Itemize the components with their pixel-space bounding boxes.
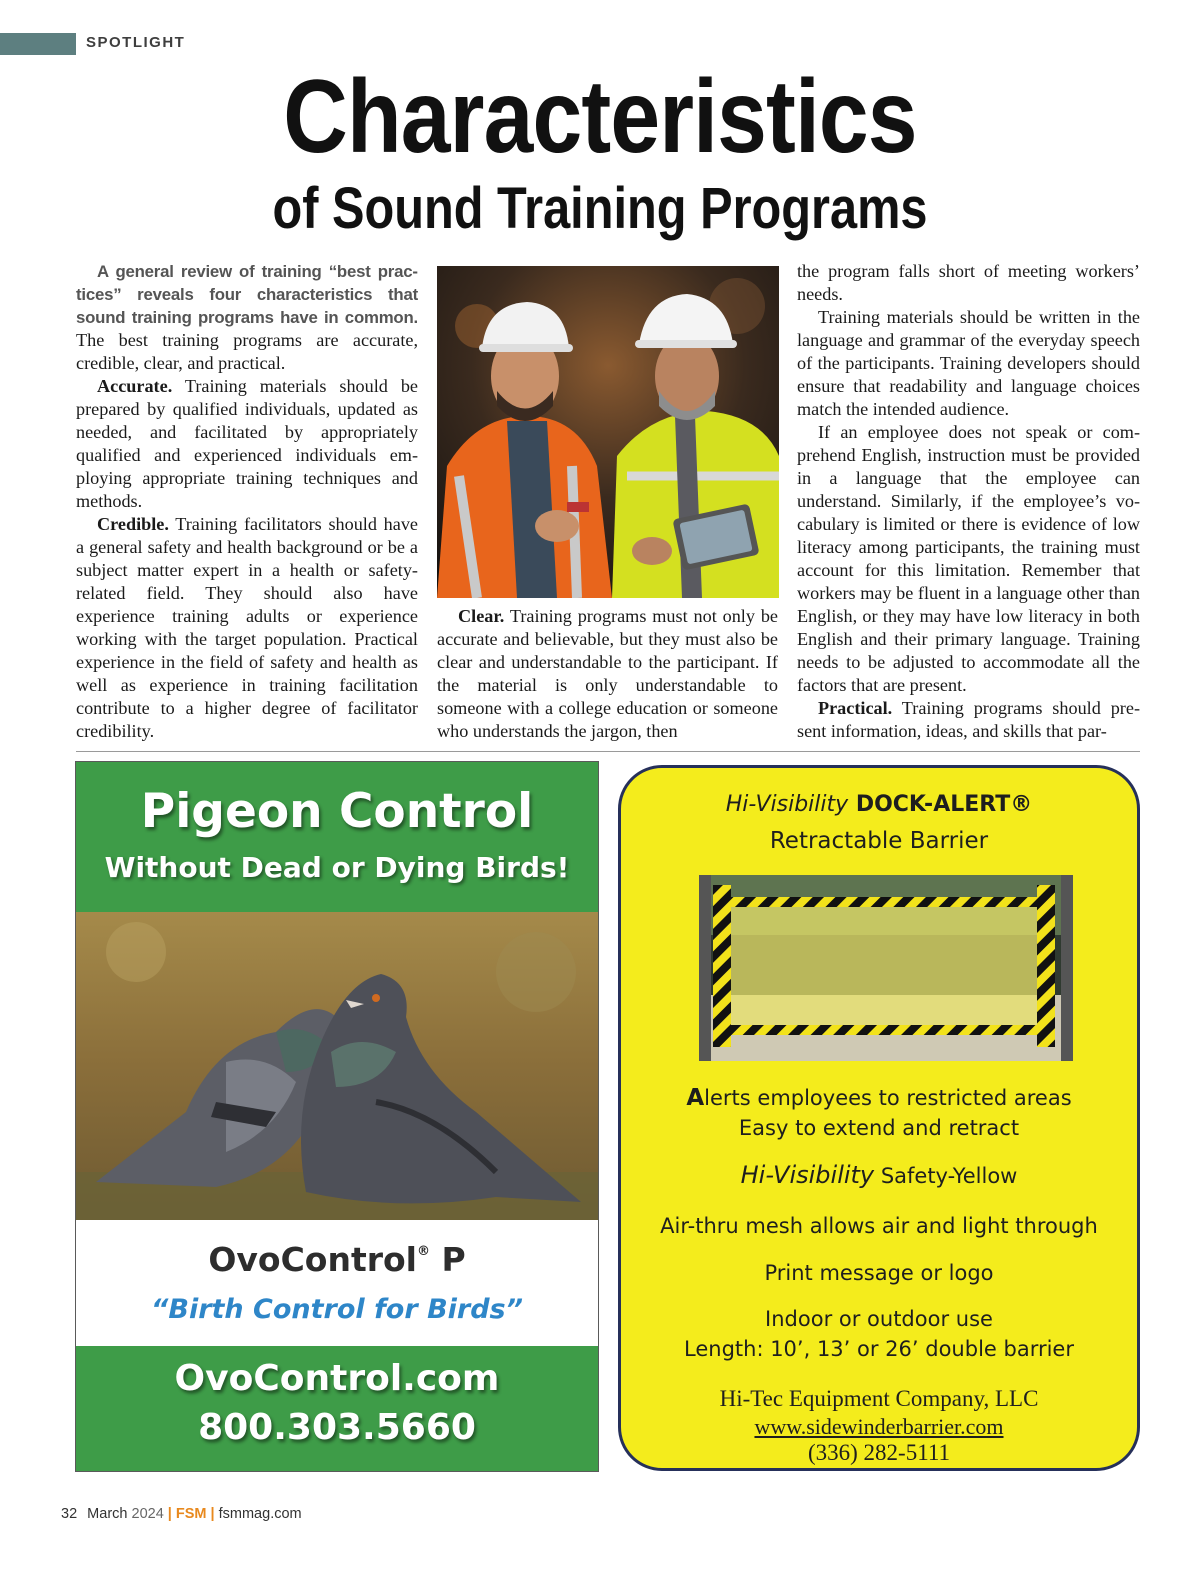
ad2-headline-bold: DOCK-ALERT® — [848, 792, 1033, 817]
ad-header-band — [76, 762, 598, 912]
feature-alerts-initial: A — [686, 1085, 705, 1111]
lead-intro: A general review of training “best practices” reveals four characteristics that sound training programs have in common. — [76, 262, 418, 327]
pigeons-illustration — [76, 912, 598, 1220]
publication-website[interactable]: fsmmag.com — [218, 1506, 302, 1522]
workers-photo — [437, 266, 779, 598]
feature-visibility-text: Safety-Yellow — [874, 1164, 1018, 1188]
article-column-2 — [437, 605, 778, 743]
barrier-photo — [699, 875, 1073, 1061]
clear-heading: Clear. — [458, 606, 505, 626]
dock-alert-ad[interactable] — [618, 765, 1140, 1471]
feature-alerts — [621, 1083, 1137, 1113]
feature-visibility — [621, 1159, 1137, 1192]
accurate-text: Training materials should be prepared by qualified individuals, updated as needed, and facilitated by appropriately qualified and experienced individuals employing appropriate training techniques and methods. — [76, 376, 418, 511]
page-footer — [61, 1506, 302, 1522]
feature-length: Length: 10’, 13’ or 26’ double barrier — [684, 1337, 1074, 1361]
article-subtitle: of Sound Training Programs — [272, 176, 928, 241]
continued-paragraph: the program falls short of meeting workers’ needs. — [797, 261, 1140, 304]
feature-print: Print message or logo — [764, 1261, 994, 1285]
feature-visibility-italic: Hi-Visibility — [740, 1161, 875, 1189]
product-suffix: P — [429, 1240, 466, 1279]
ad-divider — [76, 751, 1140, 752]
clear-text: Training programs must not only be accurate and believable, but they must also be clear and understandable to the participant. If the material is only understandable to someone with a college education or someone who understands the jargon, then — [437, 606, 778, 741]
ad-contact-band — [76, 1346, 598, 1472]
publication-name: FSM — [175, 1506, 207, 1522]
language-paragraph: Training materials should be written in the language and grammar of the everyday speech of the participants. Training developers should ensure that readability and language choices match the intended audience. — [797, 307, 1140, 419]
practical-paragraph — [797, 697, 1140, 743]
accurate-heading: Accurate. — [97, 376, 173, 396]
workers-illustration — [437, 266, 779, 598]
issue-month: March — [87, 1506, 128, 1522]
product-brand: OvoControl — [208, 1240, 417, 1279]
product-tagline: “Birth Control for Birds” — [150, 1294, 524, 1325]
lead-paragraph — [76, 260, 418, 375]
literacy-paragraph: If an employee does not speak or comprehend English, instruction must be provided in a language that the employee can understand. Similarly, if the employee’s vocabulary is limited or there is evidence of low literacy among participants, the training must account for this limitation. Remember that workers may be fluent in a language other than English, or they may have low literacy in both English and their primary language. Training needs to be adjusted to accommodate all the factors that are present. — [797, 422, 1140, 695]
pigeons-photo — [76, 912, 598, 1220]
credible-text: Training facilitators should have a general safety and health background or be a subject matter expert in a health or safety-related field. They should also have experience training adults or experience working with the target population. Practical experience in the field of safety and health as well as experience in training facilitation contribute to a higher degree of facilitator credibility. — [76, 514, 418, 741]
accurate-paragraph — [76, 375, 418, 513]
company-name: Hi-Tec Equipment Company, LLC — [719, 1386, 1039, 1411]
ad2-subheadline: Retractable Barrier — [769, 828, 989, 854]
barrier-illustration — [699, 875, 1073, 1061]
section-color-bar — [0, 33, 76, 55]
page-number: 32 — [61, 1506, 78, 1522]
ad-website[interactable]: OvoControl.com — [174, 1358, 500, 1399]
article-title: Characteristics — [283, 59, 917, 175]
article-column-3 — [797, 260, 1140, 743]
credible-paragraph — [76, 513, 418, 743]
section-label: SPOTLIGHT — [86, 34, 186, 51]
ad-subheadline: Without Dead or Dying Birds! — [104, 851, 570, 884]
feature-mesh: Air-thru mesh allows air and light through — [660, 1214, 1098, 1238]
ad-phone: 800.303.5660 — [198, 1407, 476, 1448]
footer-separator: | — [210, 1506, 215, 1522]
feature-alerts-text: lerts employees to restricted areas — [704, 1086, 1072, 1110]
lead-summary: The best training programs are accurate, credible, clear, and practical. — [76, 330, 418, 373]
credible-heading: Credible. — [97, 514, 169, 534]
ad2-headline-italic: Hi-Visibility — [725, 792, 849, 817]
issue-year: 2024 — [131, 1506, 164, 1522]
ad2-headline — [621, 790, 1137, 820]
feature-indoor: Indoor or outdoor use — [765, 1307, 993, 1331]
ad-headline: Pigeon Control — [140, 784, 534, 839]
product-name — [76, 1240, 598, 1280]
company-phone: (336) 282-5111 — [807, 1440, 951, 1465]
clear-paragraph — [437, 605, 778, 743]
footer-separator: | — [167, 1506, 172, 1522]
feature-extend: Easy to extend and retract — [738, 1116, 1020, 1140]
practical-heading: Practical. — [818, 698, 893, 718]
ovocontrol-ad[interactable] — [75, 761, 599, 1472]
company-website[interactable]: www.sidewinderbarrier.com — [754, 1414, 1004, 1439]
registered-mark: ® — [416, 1244, 430, 1259]
practical-text: Training programs should present information, ideas, and skills that par- — [797, 698, 1140, 741]
article-column-1 — [76, 260, 418, 743]
